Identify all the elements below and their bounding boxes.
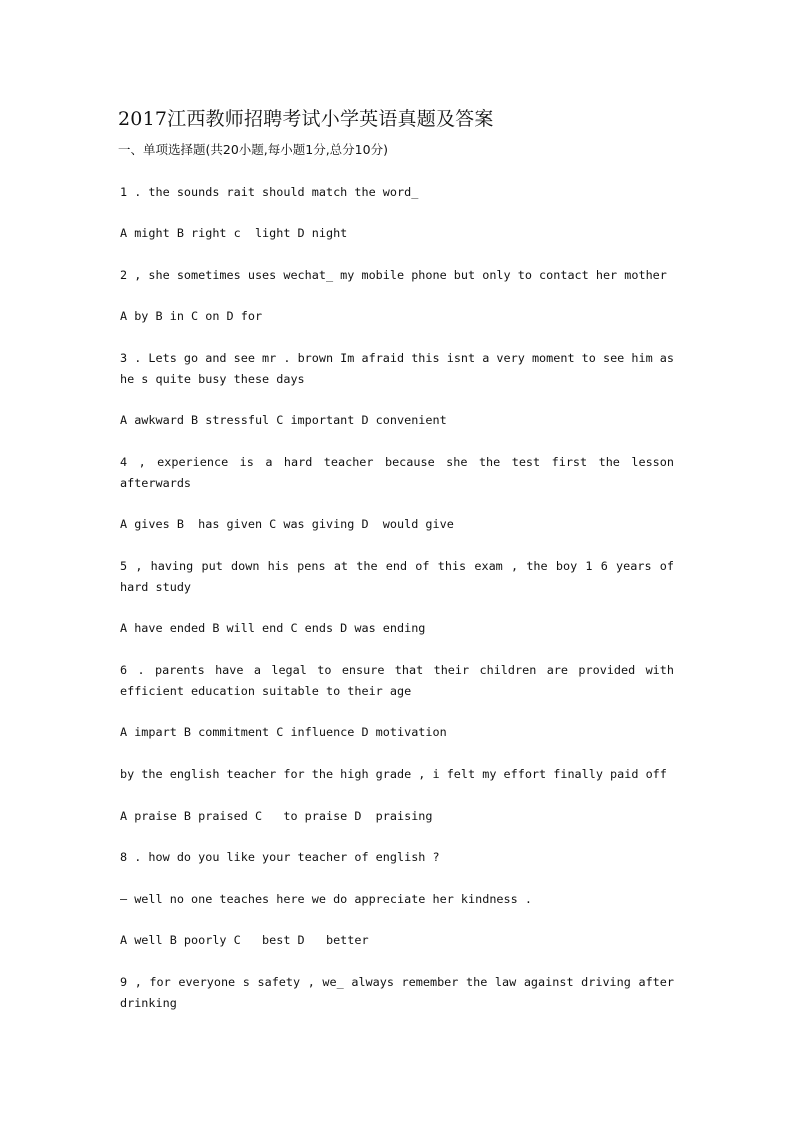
question-7-options: A praise B praised C to praise D praising	[120, 809, 433, 823]
question-2-options: A by B in C on D for	[120, 309, 263, 323]
question-5-stem-line2: hard study	[120, 580, 192, 594]
question-4-stem-line1: 4 , experience is a hard teacher because she the test first the lesson	[120, 455, 674, 469]
question-4-options: A gives B has given C was giving D would give	[120, 517, 454, 531]
question-6-stem-line1: 6 . parents have a legal to ensure that their children are provided with	[120, 663, 674, 677]
section-heading: 一、单项选择题(共20小题,每小题1分,总分10分)	[118, 142, 388, 157]
question-3-stem-line2: he s quite busy these days	[120, 372, 305, 386]
question-9-stem-line2: drinking	[120, 996, 177, 1010]
question-8-options: A well B poorly C best D better	[120, 933, 369, 947]
question-5-stem-line1: 5 , having put down his pens at the end of this exam , the boy 1 6 years of	[120, 559, 674, 573]
question-8-stem: 8 . how do you like your teacher of english ?	[120, 850, 440, 864]
question-9-stem-line1: 9 , for everyone s safety , we_ always remember the law against driving after	[120, 975, 674, 989]
document-title: 2017江西教师招聘考试小学英语真题及答案	[118, 108, 494, 130]
question-2-stem: 2 , she sometimes uses wechat_ my mobile phone but only to contact her mother	[120, 268, 667, 282]
question-5-options: A have ended B will end C ends D was ending	[120, 621, 426, 635]
question-1-options: A might B right c light D night	[120, 226, 348, 240]
question-7-stem: by the english teacher for the high grade , i felt my effort finally paid off	[120, 767, 667, 781]
question-6-options: A impart B commitment C influence D motivation	[120, 725, 447, 739]
question-4-stem-line2: afterwards	[120, 476, 192, 490]
question-8-response: — well no one teaches here we do appreciate her kindness .	[120, 892, 532, 906]
question-1-stem: 1 . the sounds rait should match the word_	[120, 185, 419, 199]
question-3-options: A awkward B stressful C important D convenient	[120, 413, 447, 427]
question-6-stem-line2: efficient education suitable to their age	[120, 684, 412, 698]
question-3-stem-line1: 3 . Lets go and see mr . brown Im afraid this isnt a very moment to see him as	[120, 351, 674, 365]
